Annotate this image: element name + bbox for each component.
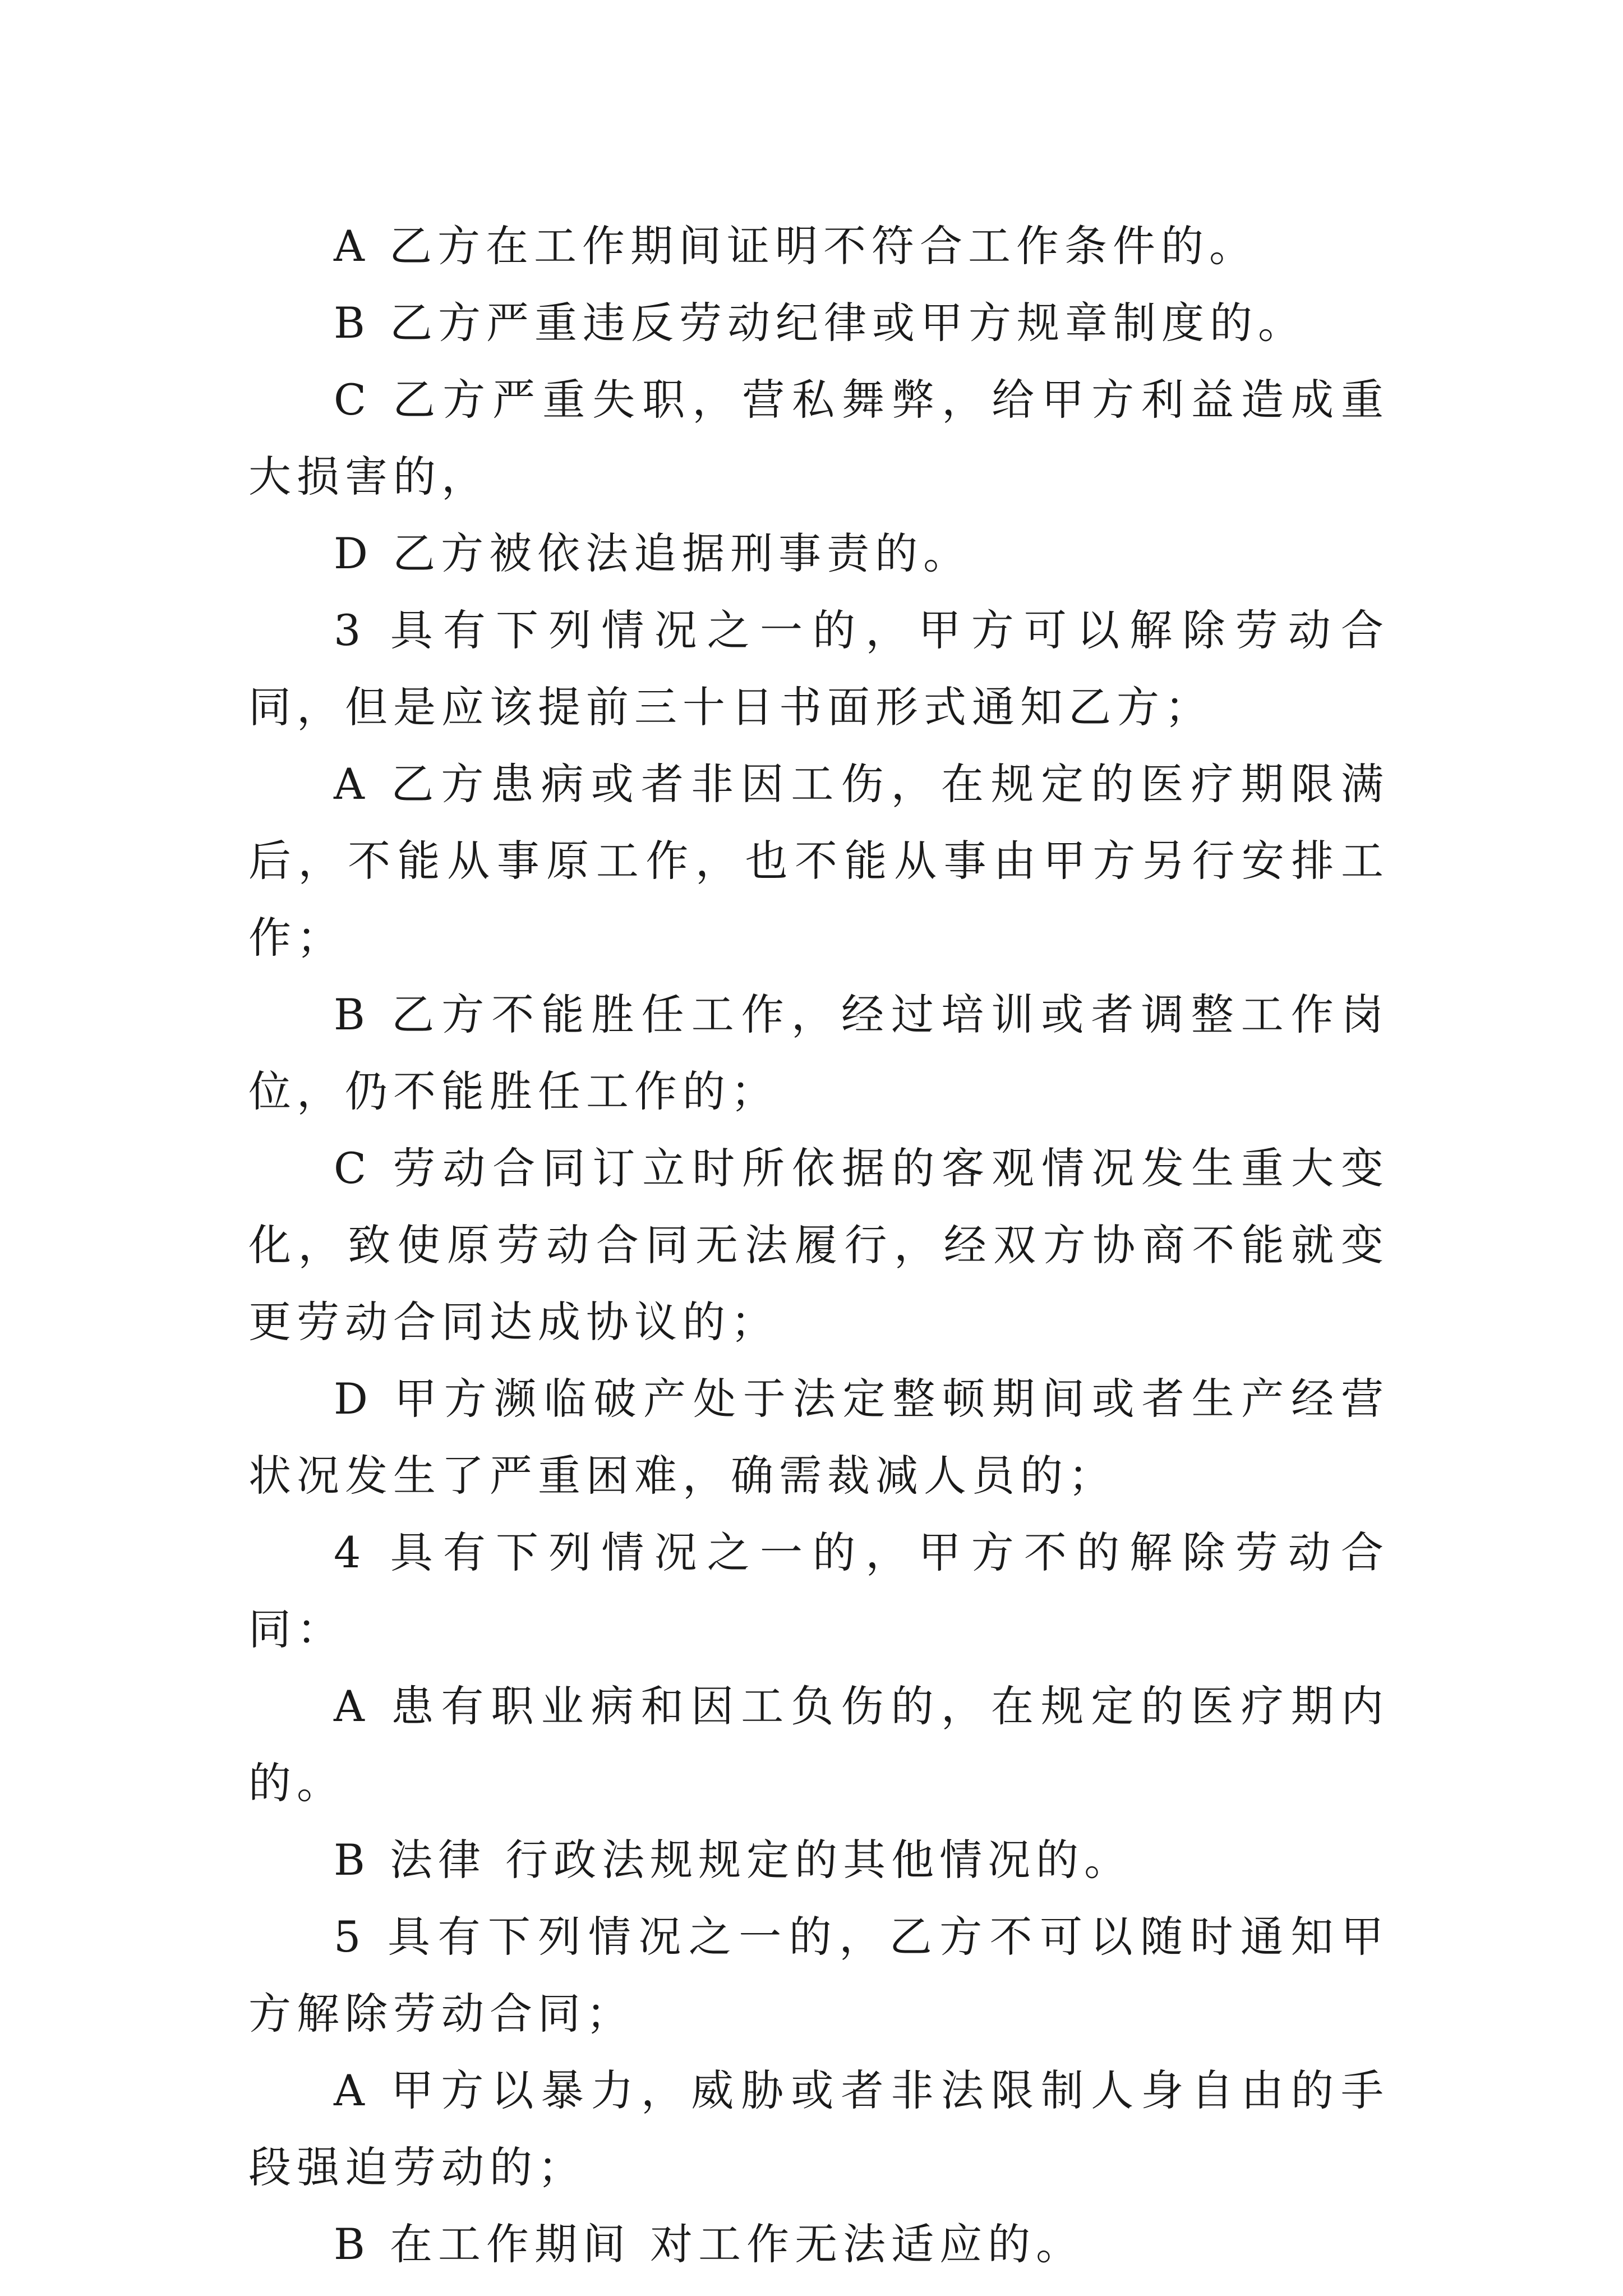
paragraph-3-heading: 3 具有下列情况之一的，甲方可以解除劳动合同，但是应该提前三十日书面形式通知乙方； [248, 605, 1389, 732]
paragraph-4b-legal: B 法律 行政法规规定的其他情况的。 [334, 1835, 1133, 1885]
paragraph-b-violation: B 乙方严重违反劳动纪律或甲方规章制度的。 [334, 298, 1307, 348]
paragraph-3c-circumstances: C 劳动合同订立时所依据的客观情况发生重大变化，致使原劳动合同无法履行，经双方协商不能就变更劳动合同达成协议的； [248, 1143, 1389, 1347]
paragraph-3b-incompetent: B 乙方不能胜任工作，经过培训或者调整工作岗位，仍不能胜任工作的； [248, 990, 1389, 1116]
paragraph-4a-occupational: A 患有职业病和因工负伤的，在规定的医疗期内的。 [248, 1681, 1389, 1808]
paragraph-d-criminal: D 乙方被依法追据刑事责的。 [334, 528, 972, 578]
paragraph-4-heading: 4 具有下列情况之一的，甲方不的解除劳动合同： [248, 1527, 1389, 1654]
document-body [248, 208, 1389, 2283]
paragraph-a-unqualified: A 乙方在工作期间证明不符合工作条件的。 [334, 221, 1258, 271]
paragraph-5-heading: 5 具有下列情况之一的，乙方不可以随时通知甲方解除劳动合同； [248, 1912, 1389, 2039]
paragraph-3d-bankruptcy: D 甲方濒临破产处于法定整顿期间或者生产经营状况发生了严重困难，确需裁减人员的； [248, 1374, 1389, 1501]
paragraph-5b-unadaptable: B 在工作期间 对工作无法适应的。 [334, 2219, 1085, 2269]
paragraph-c-negligence: C 乙方严重失职，营私舞弊，给甲方利益造成重大损害的， [248, 375, 1389, 501]
paragraph-5a-coercion: A 甲方以暴力，威胁或者非法限制人身自由的手段强迫劳动的； [248, 2065, 1389, 2192]
paragraph-3a-illness: A 乙方患病或者非因工伤，在规定的医疗期限满后，不能从事原工作，也不能从事由甲方另行安排工作； [248, 759, 1389, 963]
